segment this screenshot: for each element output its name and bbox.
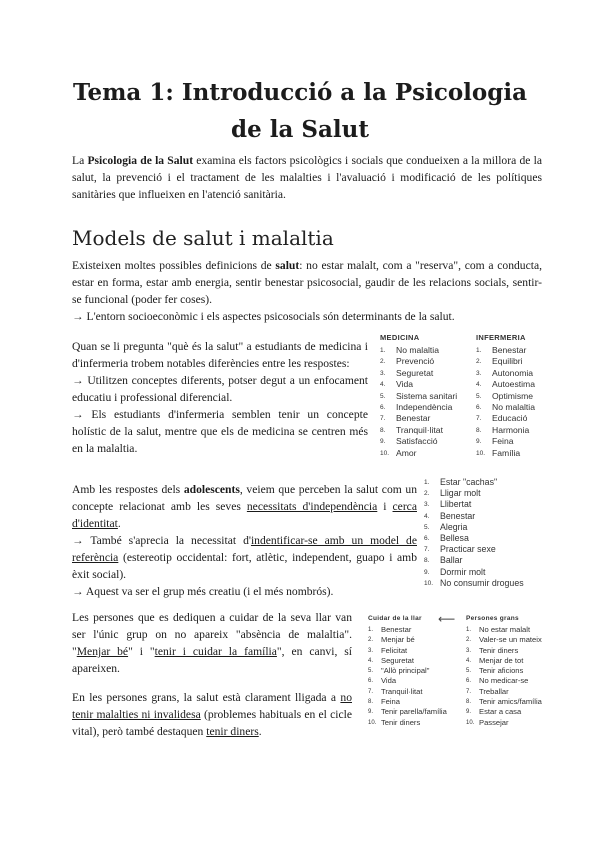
- intro-bold-term: Psicologia de la Salut: [87, 154, 194, 167]
- list-item: 7. Treballar: [466, 686, 509, 696]
- list-item: 4. Seguretat: [368, 655, 414, 665]
- list-item: 8. Harmonia: [476, 424, 530, 435]
- list-item: 1. No estar malalt: [466, 625, 531, 634]
- cuidadors-list: [368, 615, 458, 728]
- intro-paragraph: La Psicologia de la Salut examina els factors psicològics i socials que condueixen a la millora de la salut, la prevenció i el tractament de les malalties i l'avaluació i modificació de les polítiques sanitàries que influeixen en l'atenció sanitària.: [72, 154, 542, 201]
- list-item: 5. Optimisme: [476, 390, 534, 401]
- grans-list: [466, 615, 566, 728]
- list-item: 5. "Allò principal": [368, 666, 430, 676]
- list-item: 3. Felicitat: [368, 645, 408, 655]
- list-item: 10. Passejar: [466, 717, 509, 727]
- list-item: 9. Dormir molt: [424, 566, 486, 577]
- list-item: 10. Amor: [380, 447, 417, 458]
- list-item: 9. Satisfacció: [380, 436, 438, 447]
- section-heading: Models de salut i malaltia: [72, 226, 334, 250]
- list-item: 6. Bellesa: [424, 533, 469, 544]
- list-item: 8. Feina: [368, 697, 400, 707]
- list-item: 1. Benestar: [476, 345, 527, 355]
- list-item: 8. Tenir amics/família: [466, 697, 542, 707]
- list-item: 4. Autoestima: [476, 379, 535, 390]
- students-paragraph: Quan se li pregunta "què és la salut" a estudiants de medicina i d'infermeria trobem notables diferències entre les respostes: → Utilitzen conceptes diferents, potser degut a un enfocament educatiu i professional diferencial. → Els estudiants d'infermeria semblen tenir un concepte holístic de la salut, mentre que els de medicina se centren més en la malaltia.: [72, 340, 368, 455]
- medicina-header: MEDICINA: [380, 333, 420, 342]
- list-item: 9. Feina: [476, 436, 514, 447]
- list-item: 10. No consumir drogues: [424, 577, 524, 588]
- grans-header: Persones grans: [466, 615, 519, 622]
- list-item: 7. Tranquil·litat: [368, 686, 423, 696]
- adolescents-list: [424, 477, 554, 589]
- list-item: 7. Educació: [476, 413, 528, 424]
- carers-paragraph: Les persones que es dediquen a cuidar de la seva llar van ser l'únic grup on no apareix "absència de malaltia". "Menjar bé" i "tenir i cuidar la família", en canvi, sí apareixen.: [72, 611, 352, 675]
- list-item: 2. Valer-se un mateix: [466, 635, 542, 645]
- definitions-paragraph: Existeixen moltes possibles definicions de salut: no estar malalt, com a "reserva", com a conducta, estar en forma, estar amb energia, sentir benestar psicosocial, gaudir de les relacions socials, sentir-se funcional (poder fer coses). → L'entorn socioeconòmic i els aspectes psicosocials són determinants de la salut.: [72, 259, 542, 323]
- left-arrow-icon: ⟵: [438, 612, 456, 626]
- list-item: 1. Estar "cachas": [424, 477, 498, 487]
- list-item: 6. No malaltia: [476, 402, 535, 413]
- list-item: 3. Seguretat: [380, 367, 434, 378]
- list-item: 8. Ballar: [424, 555, 463, 566]
- list-item: 4. Menjar de tot: [466, 655, 524, 665]
- list-item: 5. Tenir aficions: [466, 666, 524, 676]
- list-item: 5. Alegria: [424, 521, 468, 532]
- list-item: 3. Llibertat: [424, 499, 472, 510]
- page-title: Tema 1: Introducció a la Psicologia de la Salut: [72, 79, 527, 143]
- list-item: 4. Benestar: [424, 510, 476, 521]
- list-item: 3. Autonomia: [476, 367, 534, 378]
- list-item: 2. Equilibri: [476, 356, 523, 367]
- adolescents-paragraph: Amb les respostes dels adolescents, veiem que perceben la salut com un concepte relacionat amb les seves necessitats d'independència i cerca d'identitat. → També s'aprecia la necessitat d'indentificar-se amb un model de referència (estereotip occidental: fort, atlètic, independent, guapo i amb èxit social). → Aquest va ser el grup més creatiu (i el més nombrós).: [72, 483, 417, 598]
- list-item: 6. No medicar-se: [466, 676, 529, 686]
- list-item: 8. Tranquil·litat: [380, 424, 443, 435]
- list-item: 3. Tenir diners: [466, 645, 519, 655]
- list-item: 7. Practicar sexe: [424, 544, 496, 555]
- list-item: 9. Tenir parella/família: [368, 707, 447, 717]
- cuidadors-header: Cuidar de la llar: [368, 615, 422, 622]
- list-item: 1. Benestar: [368, 625, 412, 634]
- list-item: 2. Prevenció: [380, 356, 435, 367]
- infermeria-header: INFERMERIA: [476, 333, 526, 342]
- list-item: 10. Tenir diners: [368, 717, 421, 727]
- infermeria-list: [476, 333, 566, 459]
- list-item: 6. Independència: [380, 402, 453, 413]
- list-item: 1. No malaltia: [380, 345, 439, 355]
- list-item: 7. Benestar: [380, 413, 431, 424]
- list-item: 6. Vida: [368, 676, 397, 686]
- list-item: 2. Menjar bé: [368, 635, 415, 645]
- elderly-paragraph: En les persones grans, la salut està clarament lligada a no tenir malalties ni invalidesa (problemes habituals en el cicle vital), però també destaquen tenir diners.: [72, 691, 352, 738]
- list-item: 9. Estar a casa: [466, 707, 522, 717]
- list-item: 10. Família: [476, 447, 521, 458]
- definitions-arrow-note: → L'entorn socioeconòmic i els aspectes psicosocials són determinants de la salut.: [72, 310, 455, 323]
- list-item: 2. Lligar molt: [424, 488, 481, 499]
- medicina-list: [380, 333, 475, 459]
- list-item: 4. Vida: [380, 379, 414, 390]
- list-item: 5. Sistema sanitari: [380, 390, 458, 401]
